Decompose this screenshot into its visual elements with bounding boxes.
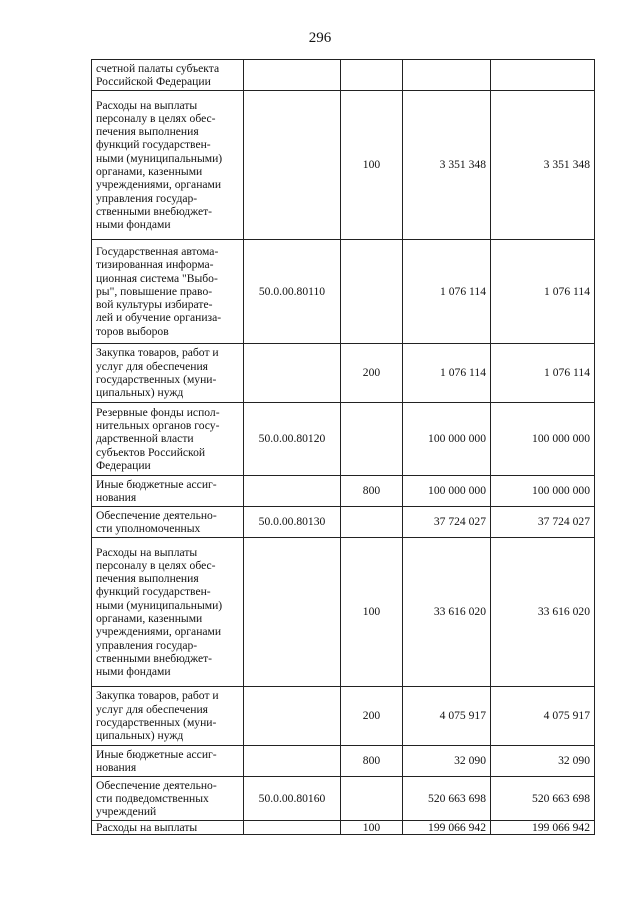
amount-year2-cell: 1 076 114 [491, 240, 595, 344]
table-row [92, 687, 595, 746]
budget-table-body [92, 60, 595, 835]
expense-type-cell [341, 403, 403, 476]
expense-type-cell: 100 [341, 538, 403, 687]
expense-type-cell [341, 60, 403, 91]
target-code-cell [244, 344, 341, 403]
expense-name-cell: Обеспечение деятельно- сти уполномоченных [92, 507, 244, 538]
table-row [92, 344, 595, 403]
expense-type-cell: 100 [341, 91, 403, 240]
target-code-cell [244, 746, 341, 777]
amount-year2-cell: 100 000 000 [491, 403, 595, 476]
target-code-cell [244, 538, 341, 687]
table-row [92, 60, 595, 91]
amount-year2-cell: 3 351 348 [491, 91, 595, 240]
expense-type-cell [341, 240, 403, 344]
amount-year1-cell: 520 663 698 [403, 777, 491, 821]
target-code-cell [244, 91, 341, 240]
amount-year2-cell: 4 075 917 [491, 687, 595, 746]
expense-name-cell: счетной палаты субъекта Российской Федерации [92, 60, 244, 91]
expense-type-cell: 200 [341, 687, 403, 746]
target-code-cell [244, 687, 341, 746]
target-code-cell: 50.0.00.80130 [244, 507, 341, 538]
expense-type-cell [341, 507, 403, 538]
expense-name-cell: Закупка товаров, работ и услуг для обеспечения государственных (муни- ципальных) нужд [92, 344, 244, 403]
table-row [92, 91, 595, 240]
table-row [92, 538, 595, 687]
amount-year2-cell: 1 076 114 [491, 344, 595, 403]
expense-type-cell [341, 777, 403, 821]
target-code-cell: 50.0.00.80160 [244, 777, 341, 821]
table-row [92, 821, 595, 835]
amount-year1-cell: 3 351 348 [403, 91, 491, 240]
amount-year1-cell: 4 075 917 [403, 687, 491, 746]
target-code-cell [244, 60, 341, 91]
amount-year2-cell: 100 000 000 [491, 476, 595, 507]
amount-year1-cell: 32 090 [403, 746, 491, 777]
amount-year2-cell: 37 724 027 [491, 507, 595, 538]
target-code-cell [244, 821, 341, 835]
amount-year1-cell [403, 60, 491, 91]
table-row [92, 746, 595, 777]
amount-year2-cell [491, 60, 595, 91]
page-number: 296 [308, 30, 332, 46]
expense-name-cell: Расходы на выплаты [92, 821, 244, 835]
target-code-cell [244, 476, 341, 507]
expense-name-cell: Обеспечение деятельно- сти подведомственных учреждений [92, 777, 244, 821]
expense-type-cell: 200 [341, 344, 403, 403]
amount-year1-cell: 33 616 020 [403, 538, 491, 687]
budget-table [91, 59, 595, 835]
table-row [92, 507, 595, 538]
amount-year1-cell: 1 076 114 [403, 240, 491, 344]
target-code-cell: 50.0.00.80110 [244, 240, 341, 344]
amount-year1-cell: 100 000 000 [403, 476, 491, 507]
amount-year1-cell: 199 066 942 [403, 821, 491, 835]
expense-name-cell: Государственная автома- тизированная информа- ционная система "Выбо- ры", повышение право- вой культуры избирате- лей и обучение организа- торов выборов [92, 240, 244, 344]
amount-year1-cell: 37 724 027 [403, 507, 491, 538]
target-code-cell: 50.0.00.80120 [244, 403, 341, 476]
expense-name-cell: Резервные фонды испол- нительных органов госу- дарственной власти субъектов Российской Федерации [92, 403, 244, 476]
table-row [92, 777, 595, 821]
expense-name-cell: Закупка товаров, работ и услуг для обеспечения государственных (муни- ципальных) нужд [92, 687, 244, 746]
expense-type-cell: 100 [341, 821, 403, 835]
amount-year1-cell: 100 000 000 [403, 403, 491, 476]
expense-type-cell: 800 [341, 476, 403, 507]
expense-type-cell: 800 [341, 746, 403, 777]
table-row [92, 240, 595, 344]
amount-year2-cell: 520 663 698 [491, 777, 595, 821]
expense-name-cell: Иные бюджетные ассиг- нования [92, 746, 244, 777]
expense-name-cell: Иные бюджетные ассиг- нования [92, 476, 244, 507]
table-row [92, 403, 595, 476]
amount-year2-cell: 32 090 [491, 746, 595, 777]
amount-year2-cell: 33 616 020 [491, 538, 595, 687]
amount-year2-cell: 199 066 942 [491, 821, 595, 835]
expense-name-cell: Расходы на выплаты персоналу в целях обес- печения выполнения функций государствен- ными (муниципальными) органами, казенными учреждениями, органами управления государ- ственными внебюджет- ными фондами [92, 538, 244, 687]
amount-year1-cell: 1 076 114 [403, 344, 491, 403]
table-row [92, 476, 595, 507]
expense-name-cell: Расходы на выплаты персоналу в целях обес- печения выполнения функций государствен- ными (муниципальными) органами, казенными учреждениями, органами управления государ- ственными внебюджет- ными фондами [92, 91, 244, 240]
